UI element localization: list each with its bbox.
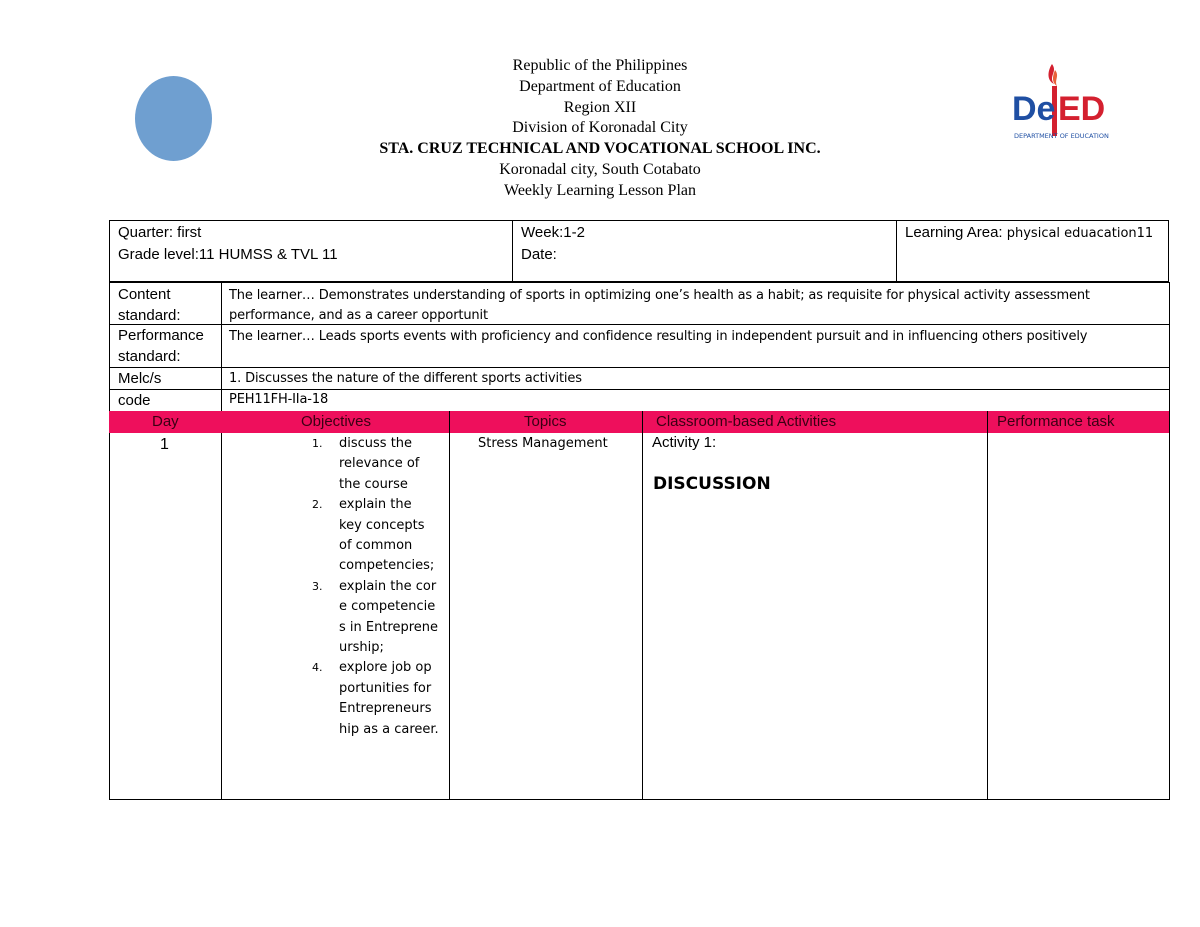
svg-text:DEPARTMENT OF EDUCATION: DEPARTMENT OF EDUCATION — [1014, 132, 1109, 140]
quarter-grade-cell — [110, 221, 513, 281]
column-header-topics: Topics — [524, 413, 567, 430]
objective-item — [296, 495, 456, 577]
objective-item — [296, 577, 456, 659]
content-standard-label: Content standard: — [118, 286, 181, 324]
learning-area-label: Learning Area: — [905, 224, 1003, 241]
activity-discussion: DISCUSSION — [653, 474, 771, 494]
header-line: Republic of the Philippines — [512, 57, 688, 74]
topic-text: Stress Management — [478, 436, 608, 451]
objective-number: 3. — [312, 579, 323, 593]
lesson-info-box — [109, 220, 1169, 282]
table-header-row — [109, 411, 1169, 433]
objective-item — [296, 434, 456, 495]
objective-text: discuss the relevance of the course — [339, 436, 420, 492]
document-header — [300, 56, 900, 202]
deped-logo — [1010, 62, 1120, 144]
week-date-cell — [513, 221, 897, 281]
grade-level-text: Grade level:11 HUMSS & TVL 11 — [118, 246, 338, 263]
header-line: Region XII — [563, 98, 637, 116]
performance-standard-label: Performance standard: — [118, 327, 204, 365]
week-text: Week:1-2 — [521, 224, 585, 241]
column-header-activities: Classroom-based Activities — [656, 413, 837, 430]
school-seal — [135, 76, 212, 161]
melc-label: Melc/s — [118, 370, 162, 387]
objective-number: 4. — [312, 661, 323, 675]
objective-text: explore job opportunities for Entrepreneurship as a career. — [339, 660, 439, 737]
activity-title: Activity 1: — [652, 434, 717, 451]
learning-area-value: physical eduacation11 — [1006, 226, 1154, 241]
day-number: 1 — [160, 436, 169, 453]
code-value: PEH11FH-IIa-18 — [229, 392, 329, 407]
svg-text:De: De — [1012, 90, 1056, 128]
column-header-performance-task: Performance task — [997, 413, 1115, 430]
objective-number: 1. — [312, 437, 323, 450]
code-label: code — [118, 392, 151, 409]
school-name: STA. CRUZ TECHNICAL AND VOCATIONAL SCHOOL INC. — [379, 140, 821, 158]
document-title: Weekly Learning Lesson Plan — [504, 181, 696, 199]
objective-number: 2. — [312, 498, 323, 512]
objective-item — [296, 658, 456, 740]
school-address: Koronadal city, South Cotabato — [499, 160, 701, 178]
performance-standard-value: The learner… Leads sports events with proficiency and confidence resulting in independent pursuit and in influencing others positively — [229, 329, 1088, 344]
header-line: Department of Education — [519, 77, 681, 95]
objective-text: explain the key concepts of common competencies; — [339, 497, 435, 574]
svg-text:ED: ED — [1058, 90, 1106, 128]
column-header-objectives: Objectives — [301, 413, 372, 430]
objective-text: explain the core competencies in Entrepreneurship; — [339, 578, 439, 656]
learning-area-cell — [897, 221, 1168, 281]
content-standard-value: The learner… Demonstrates understanding of sports in optimizing one’s health as a habit; as requisite for physical activity assessment performance, and as a career opportunit — [229, 288, 1090, 323]
date-text: Date: — [521, 246, 557, 263]
header-line: Division of Koronadal City — [512, 119, 688, 137]
objectives-list — [296, 434, 456, 740]
quarter-text: Quarter: first — [118, 224, 202, 241]
column-header-day: Day — [152, 413, 179, 430]
melc-value: 1. Discusses the nature of the different sports activities — [229, 371, 582, 386]
